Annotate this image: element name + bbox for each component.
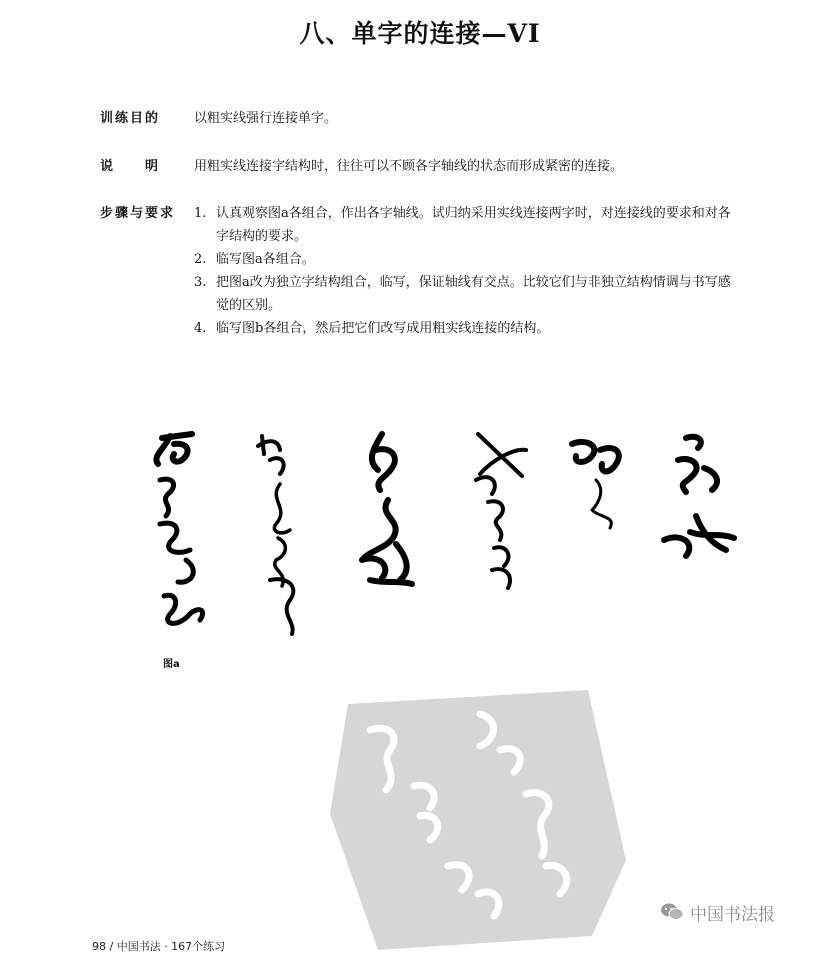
calligraphy-pair-2 [258, 436, 293, 634]
step-text: 认真观察图a各组合，作出各字轴线。试归纳采用实线连接两字时，对连接线的要求和对各字结构的要求。 [216, 206, 731, 244]
step-item [194, 271, 734, 317]
calligraphy-pair-3 [362, 434, 412, 584]
step-number: 2. [194, 252, 207, 267]
step-item [194, 248, 734, 271]
step-text: 把图a改为独立字结构组合，临写，保证轴线有交点。比较它们与非独立结构情调与书写感觉的区别。 [216, 275, 731, 313]
note-text: 用粗实线连接字结构时，往往可以不顾各字轴线的状态而形成紧密的连接。 [194, 159, 624, 174]
calligraphy-pair-6 [664, 437, 734, 556]
note-label: 说 明 [100, 159, 161, 174]
step-number: 3. [194, 275, 207, 290]
figure-caption: 图a [163, 659, 180, 670]
steps-list [194, 202, 734, 340]
step-text: 临写图a各组合。 [216, 252, 315, 267]
steps-label: 步骤与要求 [100, 206, 176, 221]
calligraphy-pair-1 [156, 434, 202, 623]
watermark [660, 900, 775, 924]
step-item [194, 202, 734, 248]
calligraphy-pair-4 [476, 434, 526, 588]
step-number: 4. [194, 321, 207, 336]
calligraphy-pair-5 [572, 442, 619, 528]
seal-watermark [330, 690, 630, 950]
page-footer: 98 / 中国书法 · 167个练习 [92, 940, 226, 953]
purpose-label: 训练目的 [100, 111, 161, 126]
step-text: 临写图b各组合，然后把它们改写成用粗实线连接的结构。 [216, 321, 550, 336]
step-number: 1. [194, 206, 207, 221]
watermark-text: 中国书法报 [690, 904, 775, 925]
step-item [194, 317, 734, 340]
purpose-text: 以粗实线强行连接单字。 [194, 111, 338, 126]
wechat-icon [660, 902, 684, 922]
calligraphy-figure [130, 420, 750, 650]
page-title: 八、单字的连接—VI [299, 19, 541, 48]
